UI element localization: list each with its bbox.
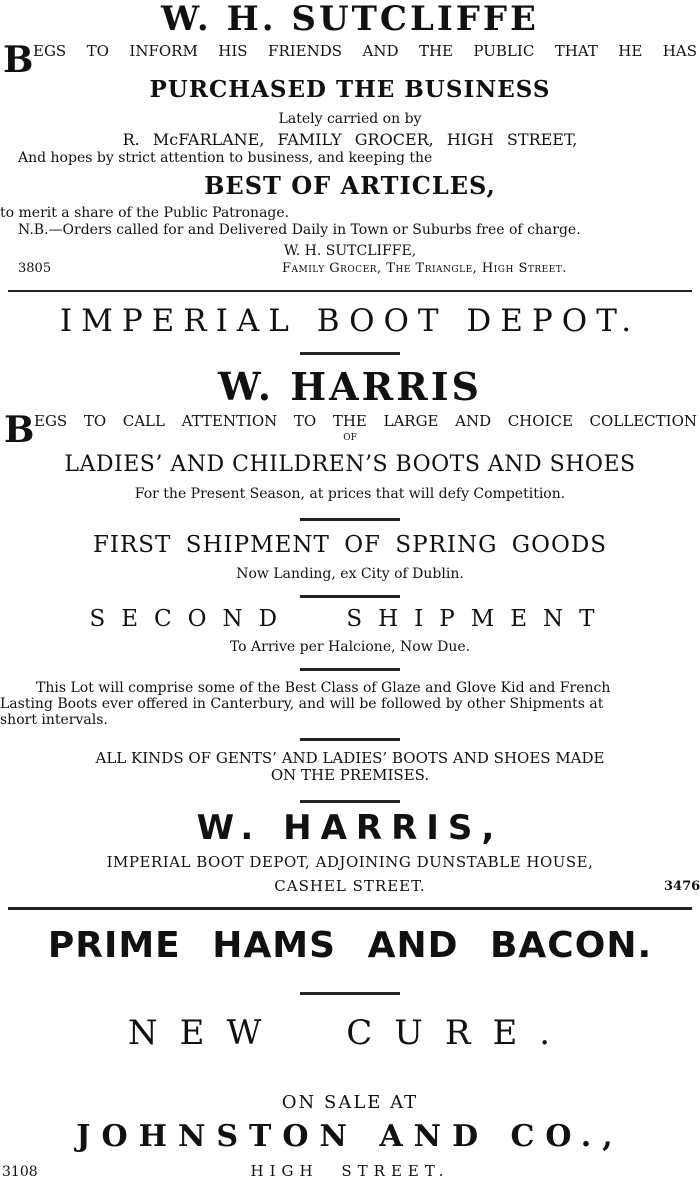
sutcliffe-nb: N.B.—Orders called for and Delivered Daily in Town or Suburbs free of charge. (18, 222, 581, 238)
harris-rule-1 (300, 352, 400, 355)
sutcliffe-ref: 3805 (18, 261, 52, 276)
johnston-cure: NEW CURE. (127, 1013, 573, 1053)
sutcliffe-previous-owner: R. McFARLANE, FAMILY GROCER, HIGH STREET, (122, 130, 578, 149)
sutcliffe-title: W. H. SUTCLIFFE (161, 0, 539, 39)
harris-lot-line-3: short intervals. (0, 712, 108, 728)
johnston-rule-1 (300, 992, 400, 995)
harris-ref: 3476 (664, 879, 700, 894)
harris-rule-6 (300, 800, 400, 803)
harris-season: For the Present Season, at prices that will defy Competition. (134, 486, 566, 502)
sutcliffe-purchased: PURCHASED THE BUSINESS (149, 76, 551, 103)
johnston-ref: 3108 (2, 1164, 38, 1180)
divider-2 (8, 907, 692, 910)
harris-name-bold: W. HARRIS, (196, 808, 504, 848)
sutcliffe-dropcap: B (3, 39, 34, 81)
harris-heading: IMPERIAL BOOT DEPOT. (59, 303, 641, 339)
sutcliffe-hopes: And hopes by strict attention to business, and keeping the (18, 150, 433, 166)
harris-depot-address: IMPERIAL BOOT DEPOT, ADJOINING DUNSTABLE HOUSE, (106, 853, 594, 871)
johnston-on-sale: ON SALE AT (281, 1092, 419, 1113)
harris-second: SECOND SHIPMENT (89, 606, 611, 632)
harris-first: FIRST SHIPMENT OF SPRING GOODS (92, 532, 608, 558)
sutcliffe-signature: W. H. SUTCLIFFE, (283, 243, 417, 259)
harris-rule-3 (300, 595, 400, 598)
divider-1 (8, 290, 692, 292)
johnston-company: JOHNSTON AND CO., (76, 1119, 624, 1154)
sutcliffe-merit: to merit a share of the Public Patronage. (0, 205, 290, 221)
sutcliffe-address: Family Grocer, The Triangle, High Street. (282, 261, 567, 276)
harris-lot-line-1: This Lot will comprise some of the Best Class of Glaze and Glove Kid and French (36, 680, 611, 696)
sutcliffe-lately: Lately carried on by (278, 111, 422, 127)
harris-landing: Now Landing, ex City of Dublin. (236, 566, 464, 582)
harris-name: W. HARRIS (218, 364, 482, 409)
sutcliffe-best: BEST OF ARTICLES, (204, 171, 496, 200)
harris-kinds-line-2: ON THE PREMISES. (270, 766, 430, 784)
harris-rule-4 (300, 668, 400, 671)
harris-rule-2 (300, 518, 400, 521)
harris-ladies: LADIES’ AND CHILDREN’S BOOTS AND SHOES (64, 452, 636, 477)
harris-kinds-line-1: ALL KINDS OF GENTS’ AND LADIES’ BOOTS AND SHOES MADE (95, 749, 605, 767)
harris-dropcap: B (4, 409, 35, 451)
johnston-street: HIGH STREET. (250, 1162, 450, 1180)
harris-intro: EGS TO CALL ATTENTION TO THE LARGE AND CHOICE COLLECTION (34, 412, 697, 430)
harris-arrive: To Arrive per Halcione, Now Due. (229, 639, 471, 655)
harris-lot-line-2: Lasting Boots ever offered in Canterbury, and will be followed by other Shipments at (0, 696, 604, 712)
harris-of: OF (343, 433, 357, 443)
harris-rule-5 (300, 738, 400, 741)
sutcliffe-intro: EGS TO INFORM HIS FRIENDS AND THE PUBLIC THAT HE HAS (33, 42, 697, 60)
johnston-heading: PRIME HAMS AND BACON. (47, 925, 653, 966)
harris-street: CASHEL STREET. (274, 877, 426, 895)
